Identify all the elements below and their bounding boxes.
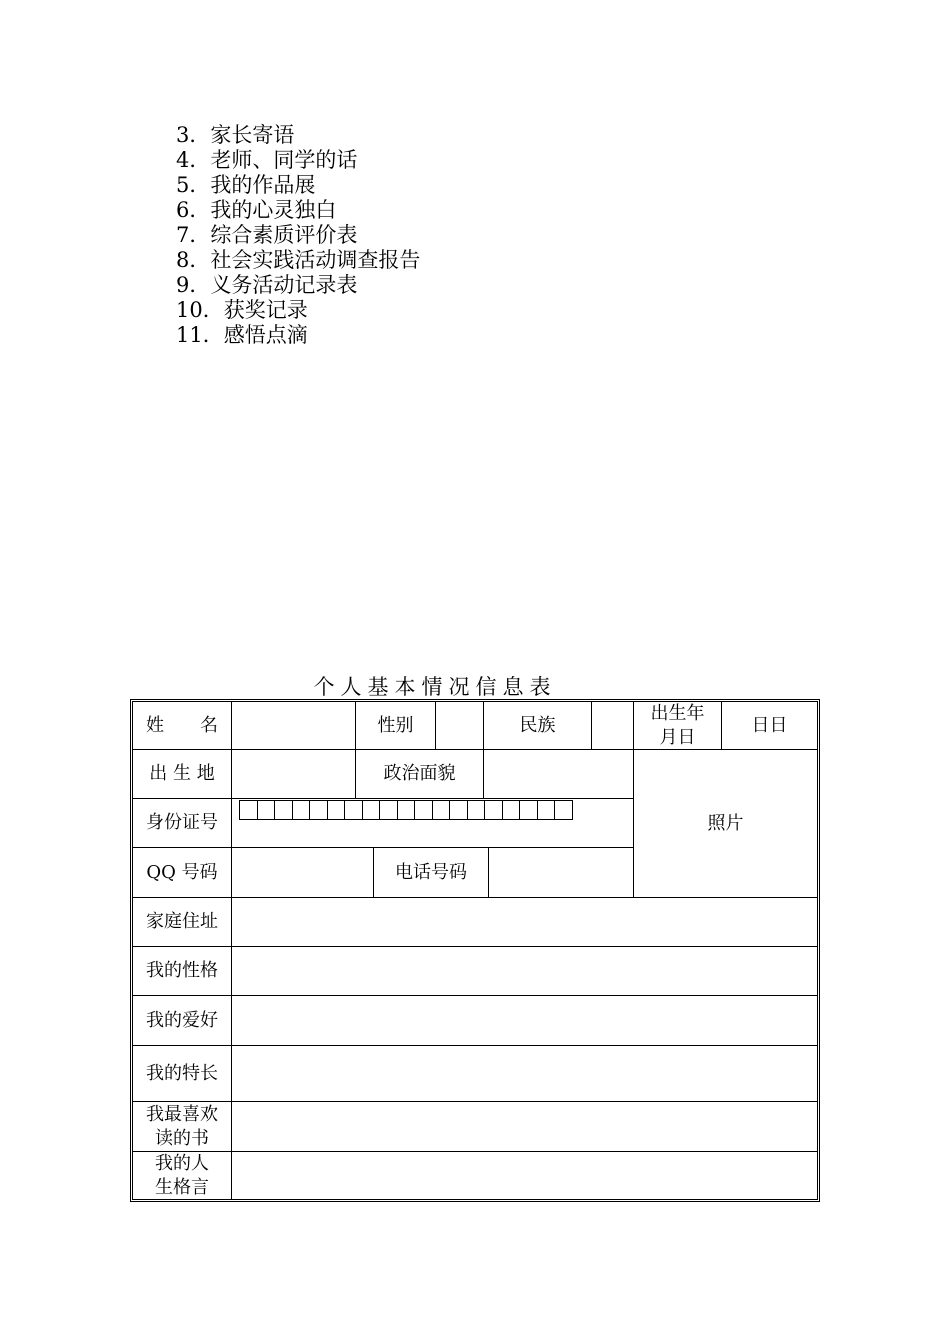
- personality-label: 我的性格: [146, 960, 218, 981]
- qq-label: QQ 号码: [146, 861, 218, 883]
- item-number: 4．: [176, 148, 211, 172]
- name-label: 姓 名: [146, 714, 218, 736]
- item-label: 社会实践活动调查报告: [210, 248, 421, 272]
- gender-field[interactable]: [436, 702, 483, 749]
- motto-label: 我的人生格言: [155, 1152, 209, 1198]
- row-divider: [132, 1199, 818, 1200]
- id-digit-box[interactable]: [327, 800, 346, 820]
- birthplace-label: 出 生 地: [149, 763, 215, 784]
- address-label: 家庭住址: [146, 911, 218, 932]
- form-title: 个人基本情况信息表: [313, 675, 557, 699]
- id-digit-box[interactable]: [449, 800, 468, 820]
- id-digit-box[interactable]: [397, 800, 416, 820]
- id-digit-box[interactable]: [554, 800, 573, 820]
- hobby-label: 我的爱好: [146, 1009, 218, 1031]
- id-digit-box[interactable]: [537, 800, 556, 820]
- contents-list: [176, 123, 420, 348]
- qq-field[interactable]: [232, 848, 373, 897]
- specialty-label: 我的特长: [146, 1062, 218, 1084]
- item-number: 7．: [176, 223, 211, 247]
- hobby-field[interactable]: [232, 996, 817, 1045]
- item-number: 6．: [176, 198, 211, 222]
- id-digit-box[interactable]: [414, 800, 433, 820]
- id-digit-box[interactable]: [292, 800, 311, 820]
- id-digit-box[interactable]: [274, 800, 293, 820]
- id-digit-box[interactable]: [362, 800, 381, 820]
- item-label: 感悟点滴: [223, 323, 308, 347]
- item-label: 我的心灵独白: [210, 198, 337, 222]
- list-item: [176, 248, 420, 273]
- id-digit-box[interactable]: [467, 800, 486, 820]
- specialty-field[interactable]: [232, 1046, 817, 1101]
- ethnicity-field[interactable]: [592, 702, 633, 749]
- list-item: [176, 323, 420, 348]
- item-label: 义务活动记录表: [210, 273, 358, 297]
- item-label: 家长寄语: [210, 123, 295, 147]
- item-number: 11．: [176, 323, 224, 347]
- list-item: [176, 298, 420, 323]
- item-number: 8．: [176, 248, 211, 272]
- list-item: [176, 273, 420, 298]
- id-digit-box[interactable]: [309, 800, 328, 820]
- photo-placeholder: 照片: [707, 812, 744, 834]
- birth-date-field[interactable]: 日日: [751, 714, 788, 736]
- item-label: 我的作品展: [210, 173, 316, 197]
- item-number: 5．: [176, 173, 211, 197]
- ethnicity-label: 民族: [519, 714, 556, 736]
- phone-label: 电话号码: [395, 861, 467, 883]
- id-digit-box[interactable]: [432, 800, 451, 820]
- id-digit-box[interactable]: [344, 800, 363, 820]
- list-item: [176, 148, 420, 173]
- phone-field[interactable]: [489, 848, 633, 897]
- favorite-book-field[interactable]: [232, 1102, 817, 1151]
- gender-label: 性别: [377, 714, 414, 736]
- personality-field[interactable]: [232, 947, 817, 995]
- political-status-field[interactable]: [484, 750, 633, 798]
- id-digit-box[interactable]: [502, 800, 521, 820]
- id-digit-box[interactable]: [257, 800, 276, 820]
- id-digit-box[interactable]: [519, 800, 538, 820]
- birth-date-label: 出生年月日: [650, 702, 705, 748]
- favorite-book-label: 我最喜欢读的书: [146, 1103, 218, 1149]
- political-status-label: 政治面貌: [383, 763, 456, 784]
- list-item: [176, 123, 420, 148]
- table-inner-border-right: [817, 701, 818, 1200]
- address-field[interactable]: [232, 898, 817, 946]
- list-item: [176, 198, 420, 223]
- id-number-boxes[interactable]: [239, 800, 572, 820]
- item-number: 3．: [176, 123, 211, 147]
- item-label: 综合素质评价表: [210, 223, 358, 247]
- item-number: 10．: [176, 298, 224, 322]
- id-digit-box[interactable]: [484, 800, 503, 820]
- birthplace-field[interactable]: [232, 750, 355, 798]
- motto-field[interactable]: [232, 1152, 817, 1199]
- item-number: 9．: [176, 273, 211, 297]
- list-item: [176, 223, 420, 248]
- id-digit-box[interactable]: [379, 800, 398, 820]
- name-field[interactable]: [232, 702, 355, 749]
- item-label: 获奖记录: [223, 298, 308, 322]
- item-label: 老师、同学的话: [210, 148, 358, 172]
- id-digit-box[interactable]: [239, 800, 258, 820]
- list-item: [176, 173, 420, 198]
- id-number-label: 身份证号: [146, 812, 218, 833]
